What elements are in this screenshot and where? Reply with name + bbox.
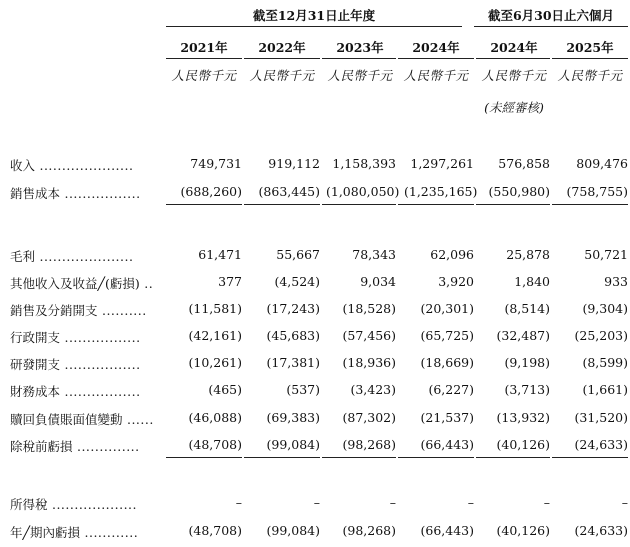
table-cell-value: – <box>543 495 550 510</box>
table-row <box>0 156 630 174</box>
table-cell-value: (688,260) <box>180 184 242 199</box>
table-cell-value: – <box>313 495 320 510</box>
row-leader-dots: .......... <box>97 303 147 318</box>
table-cell-value: (45,683) <box>266 328 320 343</box>
table-cell-value: (20,301) <box>420 301 474 316</box>
table-row <box>0 247 630 265</box>
table-cell-value: (65,725) <box>420 328 474 343</box>
table-row <box>0 184 630 202</box>
table-cell-value: (18,528) <box>342 301 396 316</box>
table-cell-value: (17,243) <box>266 301 320 316</box>
table-cell-value: 749,731 <box>190 156 242 171</box>
table-cell-value: – <box>389 495 396 510</box>
column-unit: 人民幣千元 <box>249 68 315 83</box>
row-label-text: 其他收入及收益╱(虧損) <box>10 276 140 291</box>
table-cell-value: (24,633) <box>574 437 628 452</box>
table-cell-value: (550,980) <box>488 184 550 199</box>
table-cell-value: 3,920 <box>438 274 474 289</box>
subtotal-rule <box>476 457 550 458</box>
table-cell-value: (17,381) <box>266 355 320 370</box>
table-cell-value: 78,343 <box>352 247 396 262</box>
header-group-interim: 截至6月30日止六個月 <box>487 8 615 23</box>
table-cell-value: (8,514) <box>504 301 550 316</box>
table-cell-value: (18,936) <box>342 355 396 370</box>
subtotal-rule <box>244 457 320 458</box>
column-year: 2021年 <box>180 40 228 55</box>
row-label <box>10 184 141 202</box>
subtotal-rule <box>398 457 474 458</box>
table-row <box>0 523 630 541</box>
row-label-text: 毛利 <box>10 249 36 264</box>
table-cell-value: 50,721 <box>584 247 628 262</box>
table-row <box>0 301 630 319</box>
table-cell-value: (98,268) <box>342 523 396 538</box>
row-leader-dots: ................. <box>60 186 141 201</box>
table-cell-value: (99,084) <box>266 437 320 452</box>
table-cell-value: (69,383) <box>266 410 320 425</box>
table-cell-value: (13,932) <box>496 410 550 425</box>
row-leader-dots: ..................... <box>35 249 134 264</box>
table-row <box>0 328 630 346</box>
row-label <box>10 355 141 373</box>
subtotal-rule <box>552 457 628 458</box>
column-unit: 人民幣千元 <box>481 68 547 83</box>
subtotal-rule <box>398 204 474 205</box>
table-cell-value: 576,858 <box>498 156 550 171</box>
table-cell-value: (3,423) <box>350 382 396 397</box>
header-group-annual-rule <box>166 26 462 27</box>
table-cell-value: (18,669) <box>420 355 474 370</box>
row-leader-dots: ................. <box>60 330 141 345</box>
table-cell-value: (66,443) <box>420 437 474 452</box>
table-cell-value: – <box>621 495 628 510</box>
subtotal-rule <box>322 457 396 458</box>
table-cell-value: 62,096 <box>430 247 474 262</box>
table-cell-value: (537) <box>286 382 320 397</box>
row-label <box>10 523 138 541</box>
table-row <box>0 410 630 428</box>
subtotal-rule <box>552 204 628 205</box>
column-year-rule <box>166 58 242 59</box>
row-label-text: 年╱期內虧損 <box>10 525 81 540</box>
row-label-text: 研發開支 <box>10 357 61 372</box>
table-cell-value: – <box>235 495 242 510</box>
row-label-text: 財務成本 <box>10 384 61 399</box>
table-cell-value: (40,126) <box>496 523 550 538</box>
row-label-text: 銷售及分銷開支 <box>10 303 98 318</box>
column-year: 2024年 <box>412 40 460 55</box>
row-leader-dots: .. <box>139 276 154 291</box>
row-label <box>10 156 133 174</box>
table-cell-value: (10,261) <box>188 355 242 370</box>
row-leader-dots: ................. <box>60 357 141 372</box>
table-cell-value: 55,667 <box>276 247 320 262</box>
row-label <box>10 382 141 400</box>
table-cell-value: (32,487) <box>496 328 550 343</box>
table-cell-value: (4,524) <box>274 274 320 289</box>
table-row <box>0 274 630 292</box>
unaudited-note: (未經審核) <box>484 100 544 115</box>
table-cell-value: (24,633) <box>574 523 628 538</box>
column-unit: 人民幣千元 <box>327 68 393 83</box>
column-unit: 人民幣千元 <box>171 68 237 83</box>
table-cell-value: (8,599) <box>582 355 628 370</box>
row-label-text: 銷售成本 <box>10 186 61 201</box>
table-cell-value: (1,235,165) <box>404 184 478 199</box>
column-year-rule <box>552 58 628 59</box>
table-cell-value: 933 <box>604 274 628 289</box>
table-cell-value: (57,456) <box>342 328 396 343</box>
table-cell-value: (48,708) <box>188 523 242 538</box>
row-label <box>10 495 137 513</box>
table-cell-value: (465) <box>208 382 242 397</box>
row-label-text: 行政開支 <box>10 330 61 345</box>
table-cell-value: (863,445) <box>258 184 320 199</box>
table-cell-value: (758,755) <box>566 184 628 199</box>
table-cell-value: 919,112 <box>268 156 320 171</box>
table-row <box>0 355 630 373</box>
table-cell-value: (87,302) <box>342 410 396 425</box>
row-leader-dots: .............. <box>72 439 140 454</box>
table-cell-value: 1,840 <box>514 274 550 289</box>
table-row <box>0 437 630 455</box>
table-cell-value: (40,126) <box>496 437 550 452</box>
table-row <box>0 495 630 513</box>
subtotal-rule <box>166 457 242 458</box>
subtotal-rule <box>476 204 550 205</box>
row-leader-dots: ................... <box>47 497 137 512</box>
row-label <box>10 301 147 319</box>
table-cell-value: (3,713) <box>504 382 550 397</box>
row-leader-dots: ............ <box>80 525 139 540</box>
table-cell-value: (9,198) <box>504 355 550 370</box>
row-label <box>10 247 133 265</box>
table-cell-value: (11,581) <box>188 301 242 316</box>
column-year-rule <box>398 58 474 59</box>
row-leader-dots: ..................... <box>35 158 134 173</box>
row-leader-dots: ................. <box>60 384 141 399</box>
table-cell-value: (99,084) <box>266 523 320 538</box>
table-cell-value: – <box>467 495 474 510</box>
column-year: 2024年 <box>490 40 538 55</box>
table-cell-value: 1,297,261 <box>410 156 474 171</box>
row-label <box>10 410 154 428</box>
subtotal-rule <box>244 204 320 205</box>
table-cell-value: 9,034 <box>360 274 396 289</box>
row-label-text: 贖回負債賬面值變動 <box>10 412 123 427</box>
table-cell-value: (48,708) <box>188 437 242 452</box>
row-label-text: 所得稅 <box>10 497 48 512</box>
table-cell-value: (31,520) <box>574 410 628 425</box>
table-cell-value: (21,537) <box>420 410 474 425</box>
column-year: 2023年 <box>336 40 384 55</box>
column-unit: 人民幣千元 <box>403 68 469 83</box>
table-cell-value: (66,443) <box>420 523 474 538</box>
column-year-rule <box>322 58 396 59</box>
table-cell-value: 61,471 <box>198 247 242 262</box>
table-cell-value: 377 <box>218 274 242 289</box>
row-label-text: 除稅前虧損 <box>10 439 73 454</box>
table-cell-value: (6,227) <box>428 382 474 397</box>
table-cell-value: (9,304) <box>582 301 628 316</box>
table-cell-value: (46,088) <box>188 410 242 425</box>
table-cell-value: 25,878 <box>506 247 550 262</box>
table-cell-value: 809,476 <box>576 156 628 171</box>
header-group-interim-rule <box>474 26 628 27</box>
column-unit: 人民幣千元 <box>557 68 623 83</box>
table-row <box>0 382 630 400</box>
column-year-rule <box>476 58 550 59</box>
row-leader-dots: ...... <box>122 412 154 427</box>
table-cell-value: (25,203) <box>574 328 628 343</box>
column-year-rule <box>244 58 320 59</box>
table-cell-value: (1,080,050) <box>326 184 400 199</box>
table-cell-value: (1,661) <box>582 382 628 397</box>
subtotal-rule <box>322 204 396 205</box>
column-year: 2022年 <box>258 40 306 55</box>
table-cell-value: (42,161) <box>188 328 242 343</box>
table-cell-value: 1,158,393 <box>332 156 396 171</box>
row-label <box>10 328 141 346</box>
row-label <box>10 274 153 292</box>
row-label-text: 收入 <box>10 158 36 173</box>
subtotal-rule <box>166 204 242 205</box>
table-cell-value: (98,268) <box>342 437 396 452</box>
row-label <box>10 437 140 455</box>
header-group-annual: 截至12月31日止年度 <box>252 8 376 23</box>
column-year: 2025年 <box>566 40 614 55</box>
